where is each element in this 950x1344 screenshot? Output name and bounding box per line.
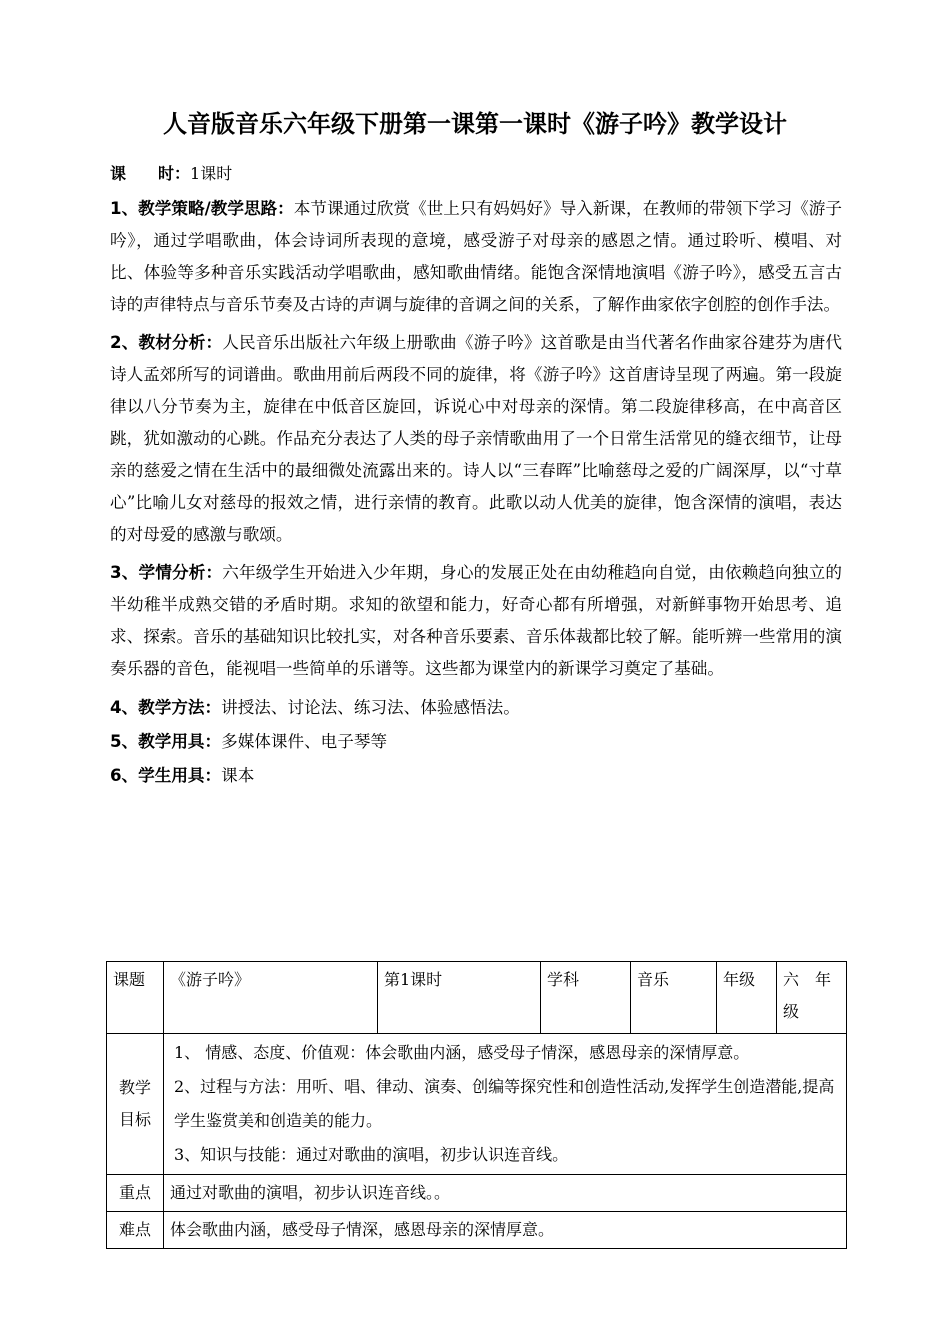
cell-goals bbox=[164, 1034, 847, 1175]
lesson-table bbox=[106, 961, 847, 1249]
lesson-hours bbox=[110, 162, 232, 186]
cell-difficulty-label: 难点 bbox=[107, 1212, 164, 1249]
goal-item: 1、 情感、态度、价值观：体会歌曲内涵，感受母子情深，感恩母亲的深情厚意。 bbox=[174, 1043, 750, 1062]
cell-goals-label: 教学目标 bbox=[107, 1034, 164, 1175]
section-strategy bbox=[110, 193, 842, 321]
section-heading: 1、教学策略/教学思路： bbox=[110, 199, 294, 218]
section-material-analysis bbox=[110, 327, 842, 551]
section-heading: 4、教学方法： bbox=[110, 698, 222, 717]
cell-grade-label: 年级 bbox=[717, 962, 777, 1034]
section-heading: 3、学情分析： bbox=[110, 563, 223, 582]
cell-period: 第1课时 bbox=[378, 962, 541, 1034]
cell-grade-value: 六 年级 bbox=[777, 962, 847, 1034]
cell-key-text: 通过对歌曲的演唱，初步认识连音线。。 bbox=[164, 1175, 847, 1212]
table-row bbox=[107, 1034, 847, 1175]
section-text: 本节课通过欣赏《世上只有妈妈好》导入新课，在教师的带领下学习《游子吟》，通过学唱歌曲，体会诗词所表现的意境，感受游子对母亲的感恩之情。通过聆听、模唱、对比、体验等多种音乐实践活动学唱歌曲，感知歌曲情绪。能饱含深情地演唱《游子吟》，感受五言古诗的声律特点与音乐节奏及古诗的声调与旋律的音调之间的关系，了解作曲家依字创腔的创作手法。 bbox=[110, 199, 842, 314]
cell-difficulty-text: 体会歌曲内涵，感受母子情深，感恩母亲的深情厚意。 bbox=[164, 1212, 847, 1249]
lesson-hours-value: 1课时 bbox=[190, 164, 233, 183]
cell-topic-label: 课题 bbox=[107, 962, 164, 1034]
section-heading: 5、教学用具： bbox=[110, 732, 222, 751]
section-teaching-methods bbox=[110, 691, 842, 725]
section-text: 多媒体课件、电子琴等 bbox=[221, 732, 388, 751]
section-heading: 2、教材分析： bbox=[110, 333, 223, 352]
document-title: 人音版音乐六年级下册第一课第一课时《游子吟》教学设计 bbox=[163, 110, 787, 138]
document-body bbox=[110, 193, 842, 793]
cell-subject-value: 音乐 bbox=[631, 962, 717, 1034]
cell-topic-value: 《游子吟》 bbox=[164, 962, 378, 1034]
section-student-tools bbox=[110, 759, 842, 793]
section-text: 课本 bbox=[221, 766, 255, 785]
lesson-hours-label: 课 时： bbox=[110, 164, 191, 183]
section-heading: 6、学生用具： bbox=[110, 766, 222, 785]
goal-item: 2、过程与方法：用听、唱、律动、演奏、创编等探究性和创造性活动,发挥学生创造潜能,提高学生鉴赏美和创造美的能力。 bbox=[174, 1077, 835, 1130]
section-text: 讲授法、讨论法、练习法、体验感悟法。 bbox=[221, 698, 520, 717]
section-teaching-tools bbox=[110, 725, 842, 759]
table-row bbox=[107, 1175, 847, 1212]
cell-key-label: 重点 bbox=[107, 1175, 164, 1212]
goal-item: 3、知识与技能：通过对歌曲的演唱，初步认识连音线。 bbox=[174, 1145, 569, 1164]
section-student-analysis bbox=[110, 557, 842, 685]
table-row bbox=[107, 1212, 847, 1249]
cell-subject-label: 学科 bbox=[541, 962, 631, 1034]
section-text: 人民音乐出版社六年级上册歌曲《游子吟》这首歌是由当代著名作曲家谷建芬为唐代诗人孟郊所写的词谱曲。歌曲用前后两段不同的旋律，将《游子吟》这首唐诗呈现了两遍。第一段旋律以八分节奏为主，旋律在中低音区旋回，诉说心中对母亲的深情。第二段旋律移高，在中高音区跳，犹如激动的心跳。作品充分表达了人类的母子亲情歌曲用了一个日常生活常见的缝衣细节，让母亲的慈爱之情在生活中的最细微处流露出来的。诗人以“三春晖”比喻慈母之爱的广阔深厚，以“寸草心”比喻儿女对慈母的报效之情，进行亲情的教育。此歌以动人优美的旋律，饱含深情的演唱，表达的对母爱的感激与歌颂。 bbox=[110, 333, 843, 544]
table-row bbox=[107, 962, 847, 1034]
section-text: 六年级学生开始进入少年期，身心的发展正处在由幼稚趋向自觉，由依赖趋向独立的半幼稚半成熟交错的矛盾时期。求知的欲望和能力，好奇心都有所增强，对新鲜事物开始思考、追求、探索。音乐的基础知识比较扎实，对各种音乐要素、音乐体裁都比较了解。能听辨一些常用的演奏乐器的音色，能视唱一些简单的乐谱等。这些都为课堂内的新课学习奠定了基础。 bbox=[110, 563, 843, 678]
